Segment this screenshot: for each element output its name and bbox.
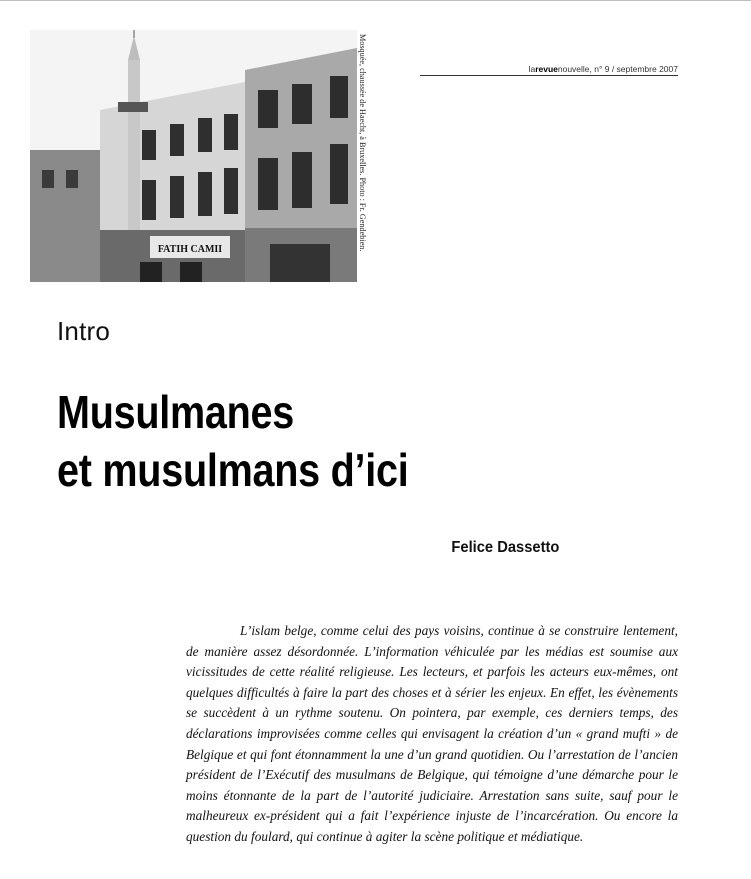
section-label: Intro: [57, 316, 111, 346]
mosque-photo: [30, 30, 357, 282]
top-rule: [0, 0, 751, 1]
article-title: [57, 383, 408, 499]
photo-credit: Mosquée, chaussée de Haecht, à Bruxelles. Photo : Fr. Gendebien.: [358, 34, 367, 252]
lead-paragraph: L’islam belge, comme celui des pays voisins, continue à se construire lentement, de manière assez désordonnée. L’information véhiculée par les médias est soumise aux vicissitudes de cette réalité religieuse. Les lecteurs, et parfois les acteurs eux-mêmes, ont quelques difficultés à faire la part des choses et à sérier les enjeux. En effet, les évènements se succèdent à un rythme soutenu. On pointera, par exemple, ces derniers temps, des déclarations improvisées comme celles qui envisagent la création d’un « grand mufti » de Belgique et qui font étonnamment la une d’un grand quotidien. Ou l’arrestation de l’ancien président de l’Exécutif des musulmans de Belgique, qui témoigne d’une démarche pour le moins étonnante de la part de l’autorité judiciaire. Arrestation sans suite, sauf pour le malheureux ex-président qui a fait l’expérience injuste de l’incarcération. Ou encore la question du foulard, qui continue à agiter la scène politique et médiatique.: [186, 623, 678, 844]
title-line-1: Musulmanes: [57, 386, 295, 438]
mosque-sign: FATIH CAMII: [157, 244, 223, 255]
issue-rest: nouvelle, n° 9 / septembre 2007: [557, 64, 678, 74]
title-line-2: et musulmans d’ici: [57, 444, 409, 496]
author-name: Felice Dassetto: [451, 539, 559, 556]
issue-la: la: [528, 64, 536, 74]
issue-line: [420, 63, 678, 76]
issue-revue: revue: [535, 64, 558, 74]
